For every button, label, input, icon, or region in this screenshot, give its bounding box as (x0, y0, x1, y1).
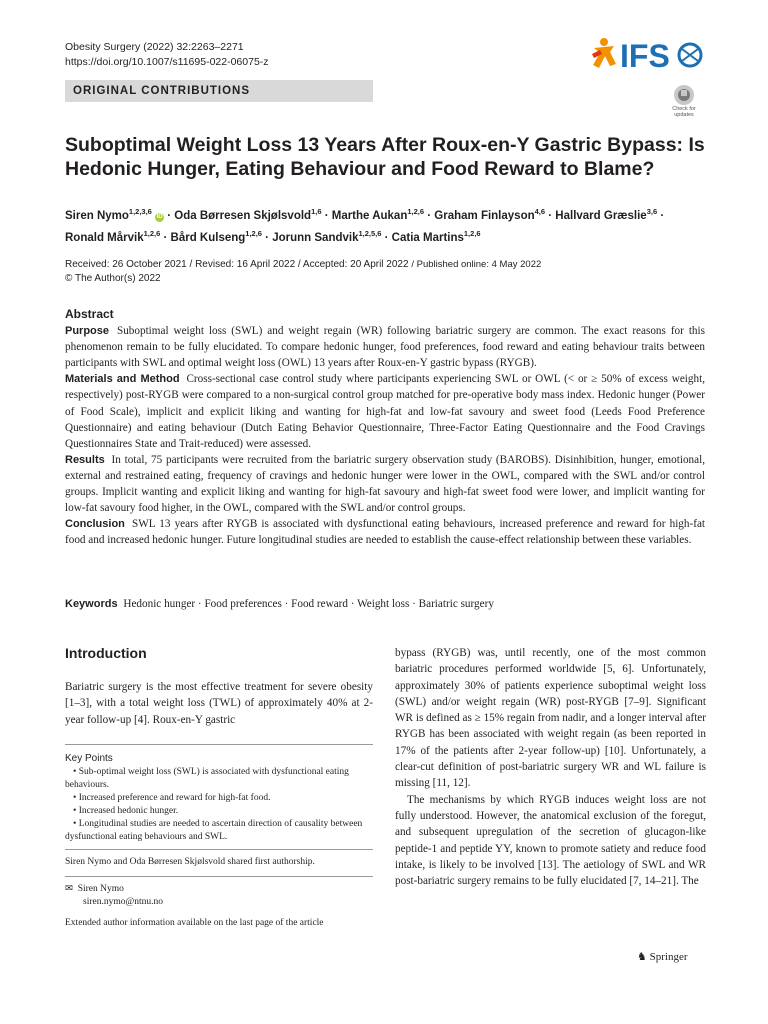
conclusion-label: Conclusion (65, 518, 125, 531)
envelope-icon: ✉ (65, 884, 73, 894)
springer-horse-icon: ♞ (637, 951, 647, 963)
author-name: Bård Kulseng (170, 231, 246, 244)
globe-icon (679, 44, 701, 66)
key-points-heading: Key Points (65, 753, 113, 764)
author-affiliation: 1,2,6 (143, 228, 161, 238)
results-label: Results (65, 453, 105, 466)
author-name: Siren Nymo (65, 209, 129, 222)
corresponding-email[interactable]: siren.nymo@ntnu.no (83, 897, 163, 907)
author-name: Hallvard Græslie (555, 209, 647, 222)
author-name: Graham Finlayson (434, 209, 535, 222)
author-name: Ronald Mårvik (65, 231, 144, 244)
abstract-purpose (65, 323, 705, 371)
abstract-heading: Abstract (65, 307, 114, 321)
doi-link[interactable]: https://doi.org/10.1007/s11695-022-06075-z (65, 56, 269, 68)
corresponding-author: Siren Nymo (77, 884, 124, 894)
divider (65, 849, 373, 850)
divider (65, 876, 373, 877)
author-name: Marthe Aukan (331, 209, 408, 222)
author-list: Siren Nymo$^{1,2,3,6}$ iD · Oda Børresen Skjølsvold$^{1,6}$ · Marthe Aukan$^{1,2,6}$ · Graham Finlayson$^{4,6}$ · Hallvard Græslie$^{3,6}$ · Ronald Mårvik$^{1,2,6}$ · Bård Kulseng$^{1,2,6}$ · Jorunn Sandvik$^{1,2,5,6}$ · Catia Martins$^{1,2,6}$ (65, 207, 665, 244)
author-affiliation: 1,6 (311, 207, 322, 216)
key-points-box (65, 752, 373, 844)
author-affiliation: 1,2,3,6 (128, 207, 152, 216)
methods-text: Cross-sectional case control study where participants experiencing SWL or OWL (< or ≥ 50% of excess weight, respectively) post-RYGB were compared to a non-surgical control group matched for pre-operative body mass index. Hedonic hunger (Power of Food Scale), implicit and explicit liking and wanting for high-fat and low-fat savoury and sweet food (Leeds Food Preference Questionnaire) and eating behaviour (Dutch Eating Behavior Questionnaire, Three-Factor Eating Questionnaire and the Food Cravings Questionnaires State and Trait-reduced) were assessed. (65, 373, 705, 450)
introduction-text-left: Bariatric surgery is the most effective treatment for severe obesity [1–3], with a total weight loss (TWL) of approximately 40% at 2-year follow-up [4]. Roux-en-Y gastric (65, 681, 373, 726)
abstract-methods (65, 371, 705, 451)
orcid-icon[interactable]: iD (156, 213, 163, 220)
results-text: In total, 75 participants were recruited from the bariatric surgery observation study (BAROBS). Disinhibition, hunger, emotional, external and restrained eating, frequency of cravings and hedonic hunger were lower in the OWL, compared with the SWL and/or control groups. Implicit wanting and explicit liking and wanting for high-fat savoury and high-fat sweet food were lower, and implicit wanting for low-fat savoury food higher, in the OWL, compared with the SWL and/or control groups. (65, 453, 706, 515)
author-affiliation: 1,2,6 (463, 228, 481, 238)
author-name: Catia Martins (391, 231, 464, 244)
article-dates (65, 258, 541, 286)
published-date: / Published online: 4 May 2022 (411, 259, 542, 270)
intro-paragraph: The mechanisms by which RYGB induces weight loss are not fully understood. However, the anatomical exclusion of the foregut, and subsequent upregulation of the secretion of glucagon-like peptide-1 and peptide YY, known to promote satiety and reduce food intake, is likely to be involved [13]. The aetiology of SWL and WR post-bariatric surgery remains to be fully elucidated [7, 14–21]. The (395, 793, 706, 888)
copyright: © The Author(s) 2022 (65, 273, 161, 284)
introduction-text-right (395, 645, 706, 889)
key-point-item: • Increased hedonic hunger. (73, 806, 179, 816)
journal-line: Obesity Surgery (2022) 32:2263–2271 (65, 41, 244, 53)
introduction-heading: Introduction (65, 645, 147, 661)
ifso-logo (590, 34, 706, 74)
keywords (65, 598, 705, 610)
publisher-name: Springer (649, 951, 688, 963)
check-updates-label: Check for updates (672, 106, 696, 118)
keywords-label: Keywords (65, 598, 118, 610)
author-name: Oda Børresen Skjølsvold (174, 209, 312, 222)
logo-text: IFS (620, 38, 670, 74)
author-affiliation: 4,6 (534, 207, 546, 216)
journal-reference (65, 40, 269, 70)
author-affiliation: 1,2,5,6 (358, 228, 382, 238)
author-affiliation: 1,2,6 (407, 207, 425, 216)
abstract-conclusion (65, 516, 705, 548)
article-title: Suboptimal Weight Loss 13 Years After Roux-en-Y Gastric Bypass: Is Hedonic Hunger, Eating Behaviour and Food Reward to Blame? (65, 134, 705, 180)
author-name: Jorunn Sandvik (272, 231, 359, 244)
divider (65, 744, 373, 745)
purpose-label: Purpose (65, 325, 110, 338)
publisher-mark (637, 950, 688, 963)
extended-author-info: Extended author information available on the last page of the article (65, 918, 324, 928)
key-point-item: • Increased preference and reward for high-fat food. (73, 793, 271, 803)
purpose-text: Suboptimal weight loss (SWL) and weight regain (WR) following bariatric surgery are common. The exact reasons for this phenomenon remain to be fully elucidated. To compare hedonic hunger, food preferences, food reward and eating behaviour traits between participants with SWL and optimal weight loss (OWL) 13 years after Roux-en-Y gastric bypass (RYGB). (65, 325, 705, 370)
keywords-text: Hedonic hunger · Food preferences · Food reward · Weight loss · Bariatric surgery (123, 598, 494, 610)
author-affiliation: 3,6 (646, 207, 658, 216)
figure-icon (592, 38, 616, 68)
check-for-updates-badge[interactable] (665, 84, 703, 124)
history-dates: Received: 26 October 2021 / Revised: 16 April 2022 / Accepted: 20 April 2022 (65, 259, 409, 270)
conclusion-text: SWL 13 years after RYGB is associated with dysfunctional eating behaviours, increased preference and reward for high-fat food and increased hedonic hunger. Future longitudinal studies are needed to establish the cause-effect relationship between these variables. (65, 518, 706, 547)
correspondence (65, 883, 373, 909)
key-point-item: • Sub-optimal weight loss (SWL) is associated with dysfunctional eating behaviours. (65, 767, 349, 790)
abstract (65, 306, 705, 548)
intro-paragraph: bypass (RYGB) was, until recently, one of the most common bariatric procedures performed worldwide [5, 6]. Unfortunately, approximately 30% of patients experience suboptimal weight loss (SWL) and/or weight regain (WR) post-RYGB [7–9]. Significant WR is defined as ≥ 15% regain from nadir, and a longer interval after RYGB has been associated with weight regain (as been reported in 17% of the patients after 2-year follow-up) [10]. Unfortunately, a clear-cut definition of post-bariatric surgery WR and WL failure is missing [11, 12]. (395, 647, 706, 790)
shared-authorship-note: Siren Nymo and Oda Børresen Skjølsvold shared first authorship. (65, 857, 315, 867)
abstract-results (65, 452, 705, 516)
author-affiliation: 1,2,6 (245, 228, 262, 238)
methods-label: Materials and Method (65, 373, 180, 386)
section-label: ORIGINAL CONTRIBUTIONS (65, 80, 373, 102)
key-point-item: • Longitudinal studies are needed to ascertain direction of causality between dysfunctional eating behaviours and SWL. (65, 819, 363, 842)
